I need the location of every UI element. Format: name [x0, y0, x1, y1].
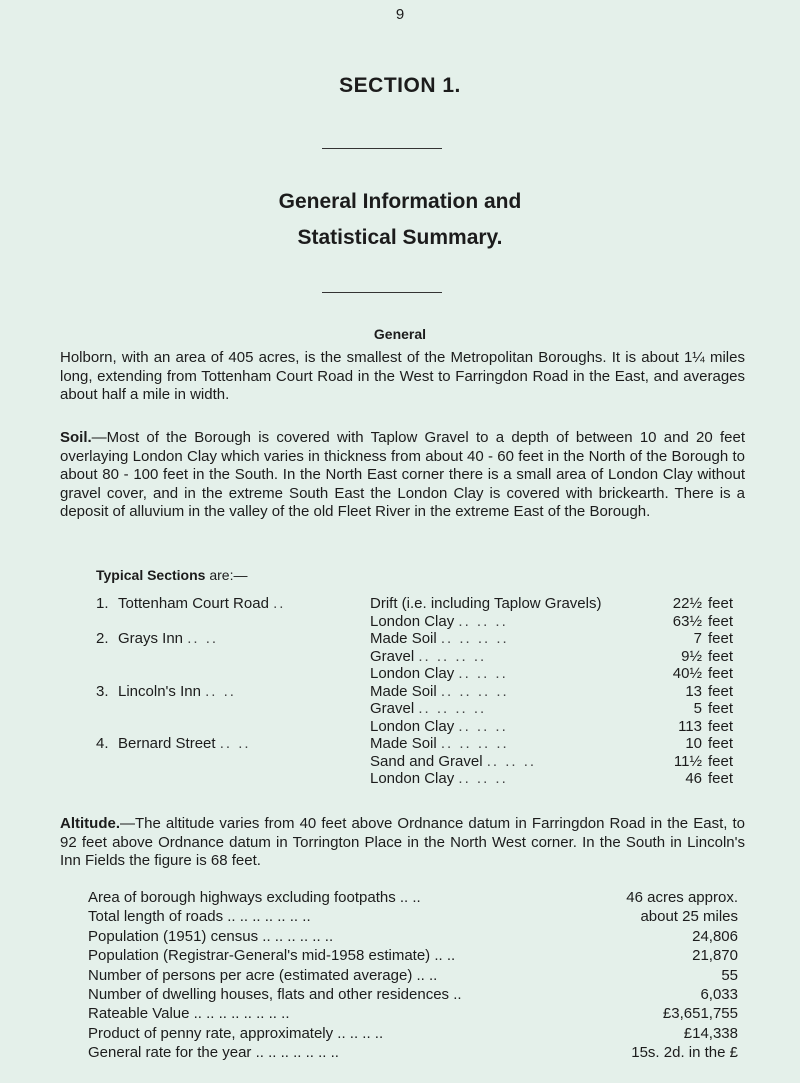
material-name: Drift (i.e. including Taplow Gravels): [370, 595, 602, 612]
depth-unit: feet: [708, 735, 734, 752]
section-site: [96, 665, 118, 683]
section-site: [96, 630, 218, 648]
section-depth: [670, 665, 740, 683]
leader-dots: .. .. .. ..: [440, 735, 509, 752]
leader-dots: .. .. ..: [458, 770, 508, 787]
section-material: [370, 753, 670, 771]
stat-row: [88, 908, 738, 926]
stat-value: 21,870: [692, 947, 738, 965]
altitude-paragraph: [60, 815, 745, 871]
section-depth: [670, 648, 740, 666]
stat-label: General rate for the year .. .. .. .. .. .. ..: [88, 1044, 339, 1062]
material-name: Gravel: [370, 647, 415, 665]
material-name: Made Soil: [370, 735, 437, 752]
depth-unit: feet: [708, 630, 734, 647]
stat-label: Population (Registrar-General's mid-1958 estimate) .. ..: [88, 947, 456, 965]
stat-label: Population (1951) census .. .. .. .. .. ..: [88, 927, 334, 945]
divider-bottom: [322, 292, 442, 293]
stat-row: [88, 986, 738, 1004]
section-site-name: Tottenham Court Road: [118, 595, 269, 612]
section-depth: [670, 613, 740, 631]
material-name: Made Soil: [370, 630, 437, 647]
section-site: [96, 683, 236, 701]
stat-label: Rateable Value .. .. .. .. .. .. .. ..: [88, 1005, 290, 1023]
soil-text: —Most of the Borough is covered with Taplow Gravel to a depth of between 10 and 20 feet overlaying London Clay which varies in thickness from about 40 - 60 feet in the North of the Borough to about 80 - 100 feet in the South. In the North East corner there is a small area of London Clay without gravel cover, and in the extreme South East the London Clay is covered with brickearth. There is a deposit of alluvium in the valley of the old Fleet River in the extreme East of the Borough.: [60, 429, 745, 520]
stat-value: about 25 miles: [640, 908, 738, 926]
depth-unit: feet: [708, 647, 734, 665]
stat-row: [88, 928, 738, 946]
material-name: Gravel: [370, 700, 415, 717]
section-number: 4.: [96, 735, 109, 752]
material-name: London Clay: [370, 717, 455, 735]
section-number: 2.: [96, 630, 109, 647]
depth-value: 22½: [672, 595, 702, 612]
section-depth: [670, 718, 740, 736]
section-site-name: Grays Inn: [118, 630, 184, 647]
soil-paragraph: [60, 429, 745, 522]
section-depth: [670, 735, 740, 753]
page-title-line1: General Information and: [278, 190, 522, 213]
material-name: London Clay: [370, 665, 455, 682]
depth-value: 10: [685, 735, 702, 752]
leader-dots: .. .. .. ..: [418, 647, 487, 665]
section-material: [370, 595, 670, 613]
soil-label: Soil.: [60, 429, 92, 446]
depth-value: 46: [685, 770, 702, 787]
section-site: [96, 595, 285, 613]
leader-dots: .. .. .. ..: [418, 700, 487, 717]
typical-sections-heading: [96, 567, 247, 583]
leader-dots: .. .. ..: [458, 717, 508, 735]
section-material: [370, 735, 670, 753]
general-heading: General: [373, 326, 427, 342]
stat-value: £3,651,755: [662, 1005, 738, 1023]
depth-value: 5: [693, 700, 702, 717]
stat-row: [88, 1005, 738, 1023]
leader-dots: .. .. .. ..: [440, 682, 509, 700]
stat-row: [88, 1025, 738, 1043]
leader-dots: .. ..: [187, 630, 219, 647]
depth-value: 40½: [672, 665, 702, 682]
section-material: [370, 683, 670, 701]
section-depth: [670, 595, 740, 613]
stat-label: Number of dwelling houses, flats and other residences ..: [88, 986, 462, 1003]
depth-value: 11½: [673, 752, 702, 770]
section-depth: [670, 753, 740, 771]
leader-dots: .. .. ..: [486, 752, 537, 770]
divider-top: [322, 148, 442, 149]
depth-value: 13: [685, 682, 702, 700]
page-number: 9: [395, 6, 405, 23]
stat-row: [88, 889, 738, 907]
section-site: [96, 700, 118, 718]
stat-label: Total length of roads .. .. .. .. .. .. ..: [88, 908, 311, 926]
section-depth: [670, 770, 740, 788]
depth-value: 63½: [672, 612, 702, 630]
stat-value: 55: [721, 966, 738, 984]
material-name: Sand and Gravel: [370, 752, 483, 770]
section-site-name: Bernard Street: [118, 735, 216, 752]
section-material: [370, 700, 670, 718]
section-heading: SECTION 1.: [339, 74, 461, 97]
depth-value: 7: [693, 630, 702, 647]
section-material: [370, 665, 670, 683]
material-name: London Clay: [370, 612, 455, 630]
section-material: [370, 630, 670, 648]
section-material: [370, 718, 670, 736]
leader-dots: .. ..: [205, 682, 236, 700]
section-site-name: Lincoln's Inn: [118, 682, 201, 700]
leader-dots: .. ..: [219, 735, 251, 752]
section-depth: [670, 630, 740, 648]
section-site: [96, 753, 118, 771]
general-paragraph: Holborn, with an area of 405 acres, is the smallest of the Metropolitan Boroughs. It is about 1¼ miles long, extending from Tottenham Court Road in the West to Farringdon Road in the East, and averages about half a mile in width.: [60, 349, 745, 403]
leader-dots: .. .. ..: [458, 665, 508, 682]
depth-value: 9½: [681, 647, 702, 665]
stat-value: £14,338: [683, 1024, 738, 1042]
section-depth: [670, 683, 740, 701]
stat-label: Area of borough highways excluding footpaths .. ..: [88, 889, 421, 906]
leader-dots: ..: [273, 595, 286, 612]
section-number: 1.: [96, 595, 109, 612]
section-material: [370, 613, 670, 631]
stat-label: Number of persons per acre (estimated average) .. ..: [88, 966, 438, 984]
stat-row: [88, 967, 738, 985]
leader-dots: .. .. .. ..: [440, 630, 509, 647]
section-site: [96, 613, 118, 631]
stat-value: 15s. 2d. in the £: [631, 1044, 738, 1062]
depth-unit: feet: [708, 665, 734, 682]
altitude-label: Altitude.: [60, 815, 120, 832]
section-material: [370, 648, 670, 666]
depth-value: 113: [678, 717, 702, 735]
depth-unit: feet: [708, 770, 734, 787]
section-site: [96, 770, 118, 788]
stat-label: Product of penny rate, approximately .. .. .. ..: [88, 1024, 384, 1042]
section-number: 3.: [96, 682, 109, 700]
material-name: Made Soil: [370, 682, 437, 700]
depth-unit: feet: [708, 700, 734, 717]
section-site: [96, 718, 118, 736]
stat-row: [88, 947, 738, 965]
stat-value: 24,806: [692, 927, 738, 945]
typical-label: Typical Sections: [96, 567, 206, 583]
material-name: London Clay: [370, 770, 455, 787]
depth-unit: feet: [708, 595, 734, 612]
section-material: [370, 770, 670, 788]
stat-value: 6,033: [700, 986, 738, 1003]
depth-unit: feet: [708, 682, 734, 700]
section-site: [96, 648, 118, 666]
depth-unit: feet: [708, 717, 734, 735]
section-site: [96, 735, 251, 753]
section-depth: [670, 700, 740, 718]
stat-value: 46 acres approx.: [626, 889, 738, 906]
typical-suffix: are:—: [205, 567, 248, 583]
depth-unit: feet: [708, 752, 734, 770]
depth-unit: feet: [708, 612, 734, 630]
leader-dots: .. .. ..: [458, 612, 508, 630]
altitude-text: —The altitude varies from 40 feet above Ordnance datum in Farringdon Road in the East, to 92 feet above Ordnance datum in Torrington Place in the North West corner. In the South in Lincoln's Inn Fields the figure is 68 feet.: [60, 815, 745, 869]
page-title-line2: Statistical Summary.: [297, 226, 503, 249]
stat-row: [88, 1044, 738, 1062]
